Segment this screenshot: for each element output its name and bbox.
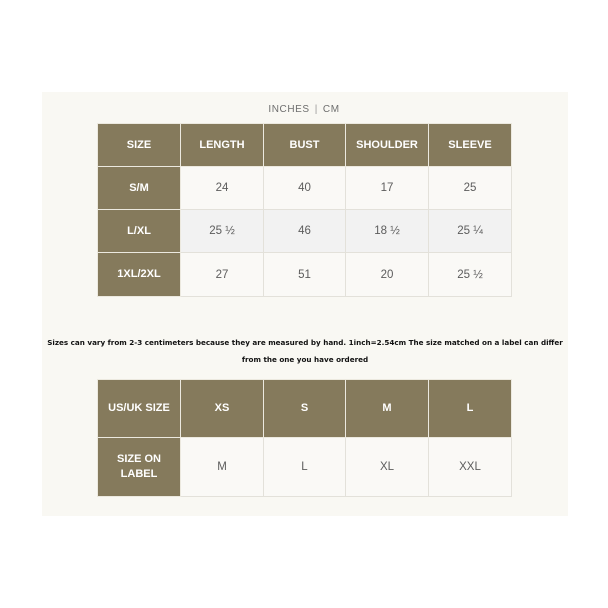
unit-separator: | (314, 104, 318, 115)
table-row (98, 438, 512, 497)
sleeve-value: 25 ½ (429, 253, 512, 297)
length-value: 25 ½ (181, 210, 264, 253)
header-bust: BUST (264, 124, 346, 167)
row-size-label: 1XL/2XL (98, 253, 181, 297)
header-shoulder: SHOULDER (346, 124, 429, 167)
unit-toggle (0, 104, 608, 115)
header-size: SIZE (98, 124, 181, 167)
shoulder-value: 17 (346, 167, 429, 210)
header-sleeve: SLEEVE (429, 124, 512, 167)
table-row (98, 253, 512, 297)
header-size-m: M (346, 380, 429, 438)
bust-value: 46 (264, 210, 346, 253)
size-chart-table (97, 123, 512, 297)
row-size-on-label: SIZE ON LABEL (98, 438, 181, 497)
table-row (98, 210, 512, 253)
row-size-label: L/XL (98, 210, 181, 253)
size-conversion-table (97, 379, 512, 497)
label-size-value: XL (346, 438, 429, 497)
header-length: LENGTH (181, 124, 264, 167)
unit-cm-option[interactable]: CM (322, 104, 340, 115)
table-header-row (98, 380, 512, 438)
bust-value: 51 (264, 253, 346, 297)
table-header-row (98, 124, 512, 167)
header-us-uk-size: US/UK SIZE (98, 380, 181, 438)
table-row (98, 167, 512, 210)
length-value: 27 (181, 253, 264, 297)
shoulder-value: 18 ½ (346, 210, 429, 253)
header-size-s: S (264, 380, 346, 438)
shoulder-value: 20 (346, 253, 429, 297)
label-size-value: M (181, 438, 264, 497)
row-size-label: S/M (98, 167, 181, 210)
unit-inches-option[interactable]: INCHES (268, 104, 310, 115)
bust-value: 40 (264, 167, 346, 210)
label-size-value: L (264, 438, 346, 497)
sleeve-value: 25 (429, 167, 512, 210)
sleeve-value: 25 ¼ (429, 210, 512, 253)
length-value: 24 (181, 167, 264, 210)
measurement-note: Sizes can vary from 2-3 centimeters because they are measured by hand. 1inch=2.54cm The size matched on a label can differ from the one you have ordered (47, 338, 563, 364)
header-size-l: L (429, 380, 512, 438)
label-size-value: XXL (429, 438, 512, 497)
header-size-xs: XS (181, 380, 264, 438)
